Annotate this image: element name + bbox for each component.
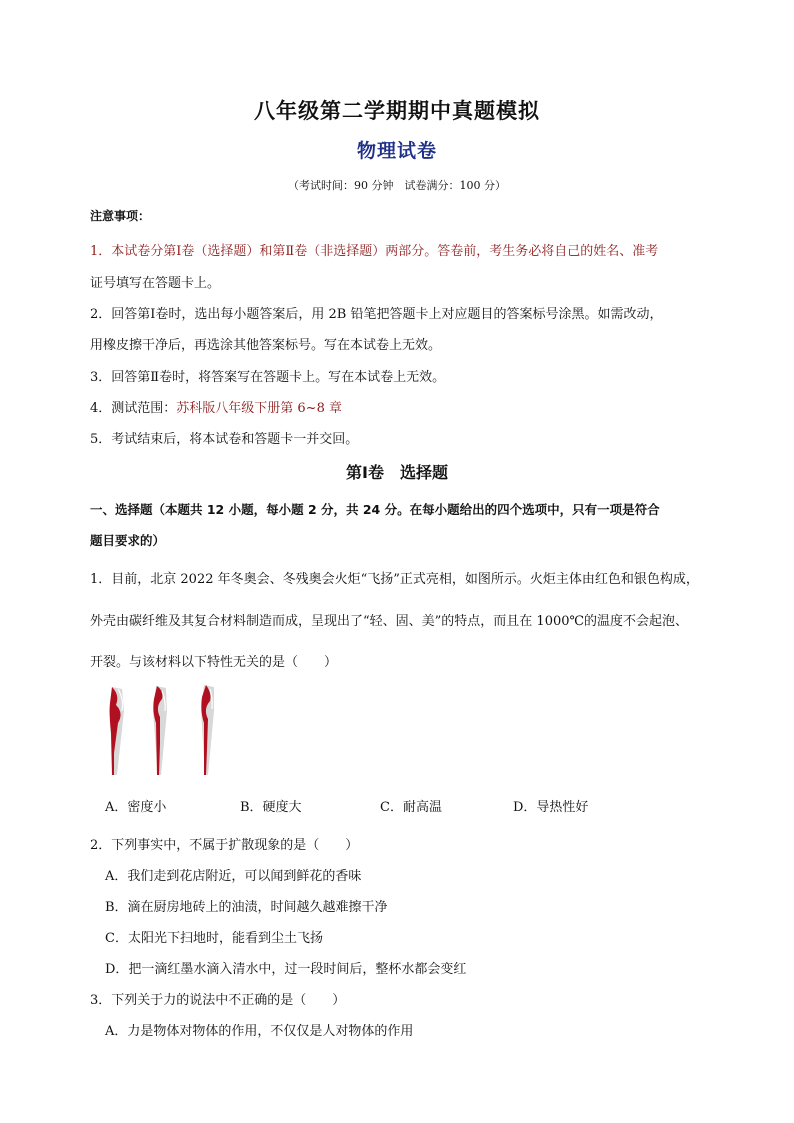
note-1-line-1 bbox=[90, 240, 658, 259]
question-1-line-2: 外壳由碳纤维及其复合材料制造而成，呈现出了“轻、固、美”的特点，而且在 1000℃的温度不会起泡、 bbox=[90, 614, 689, 629]
question-2-option-a: A．我们走到花店附近，可以闻到鲜花的香味 bbox=[105, 869, 362, 884]
part-instruction-line-2: 题目要求的） bbox=[90, 533, 166, 548]
note-2-line-2: 用橡皮擦干净后，再选涂其他答案标号。写在本试卷上无效。 bbox=[90, 338, 442, 353]
question-2-option-b: B．滴在厨房地砖上的油渍，时间越久越难擦干净 bbox=[105, 900, 388, 915]
page-subtitle: 物理试卷 bbox=[356, 140, 437, 162]
question-1-option-b: B．硬度大 bbox=[240, 800, 302, 815]
torch-image-2 bbox=[153, 686, 167, 775]
question-1-line-1: 1．目前，北京 2022 年冬奥会、冬残奥会火炬“飞扬”正式亮相，如图所示。火炬主体由红色和银色构成， bbox=[90, 572, 699, 587]
note-3: 3．回答第Ⅱ卷时，将答案写在答题卡上。写在本试卷上无效。 bbox=[90, 370, 446, 385]
question-1-option-d: D．导热性好 bbox=[513, 800, 589, 815]
notes-heading: 注意事项： bbox=[90, 209, 151, 223]
question-2-option-c: C．太阳光下扫地时，能看到尘土飞扬 bbox=[105, 931, 323, 946]
section-title: 第Ⅰ卷 选择题 bbox=[346, 463, 448, 482]
note-1-text: 1．本试卷分第Ⅰ卷（选择题）和第Ⅱ卷（非选择题）两部分。答卷前，考生务必将自己的姓名、准考 bbox=[90, 244, 659, 259]
torch-image-3 bbox=[201, 685, 214, 775]
question-3-option-a: A．力是物体对物体的作用，不仅仅是人对物体的作用 bbox=[105, 1024, 414, 1039]
note-2-line-1: 2．回答第Ⅰ卷时，选出每小题答案后，用 2B 铅笔把答题卡上对应题目的答案标号涂黑。如需改动， bbox=[90, 307, 663, 322]
torch-image-1 bbox=[109, 687, 124, 775]
note-4-prefix: 4．测试范围： bbox=[90, 401, 177, 416]
question-1-option-c: C．耐高温 bbox=[380, 800, 442, 815]
part-instruction-line-1: 一、选择题（本题共 12 小题，每小题 2 分，共 24 分。在每小题给出的四个选项中，只有一项是符合 bbox=[90, 502, 660, 517]
note-5: 5．考试结束后，将本试卷和答题卡一并交回。 bbox=[90, 432, 359, 447]
question-2-stem: 2．下列事实中，不属于扩散现象的是（ ） bbox=[90, 838, 359, 853]
note-4-range: 苏科版八年级下册第 6~8 章 bbox=[176, 401, 342, 416]
question-1-line-3: 开裂。与该材料以下特性无关的是（ ） bbox=[90, 655, 338, 670]
page-title: 八年级第二学期期中真题模拟 bbox=[254, 99, 540, 123]
torch-figure bbox=[100, 683, 230, 778]
question-3-stem: 3．下列关于力的说法中不正确的是（ ） bbox=[90, 993, 346, 1008]
exam-info: （考试时间：90 分钟 试卷满分：100 分） bbox=[288, 179, 506, 192]
note-1-line-2: 证号填写在答题卡上。 bbox=[90, 276, 221, 291]
note-4 bbox=[90, 397, 342, 416]
question-2-option-d: D．把一滴红墨水滴入清水中，过一段时间后，整杯水都会变红 bbox=[105, 962, 467, 977]
question-1-option-a: A．密度小 bbox=[105, 800, 167, 815]
